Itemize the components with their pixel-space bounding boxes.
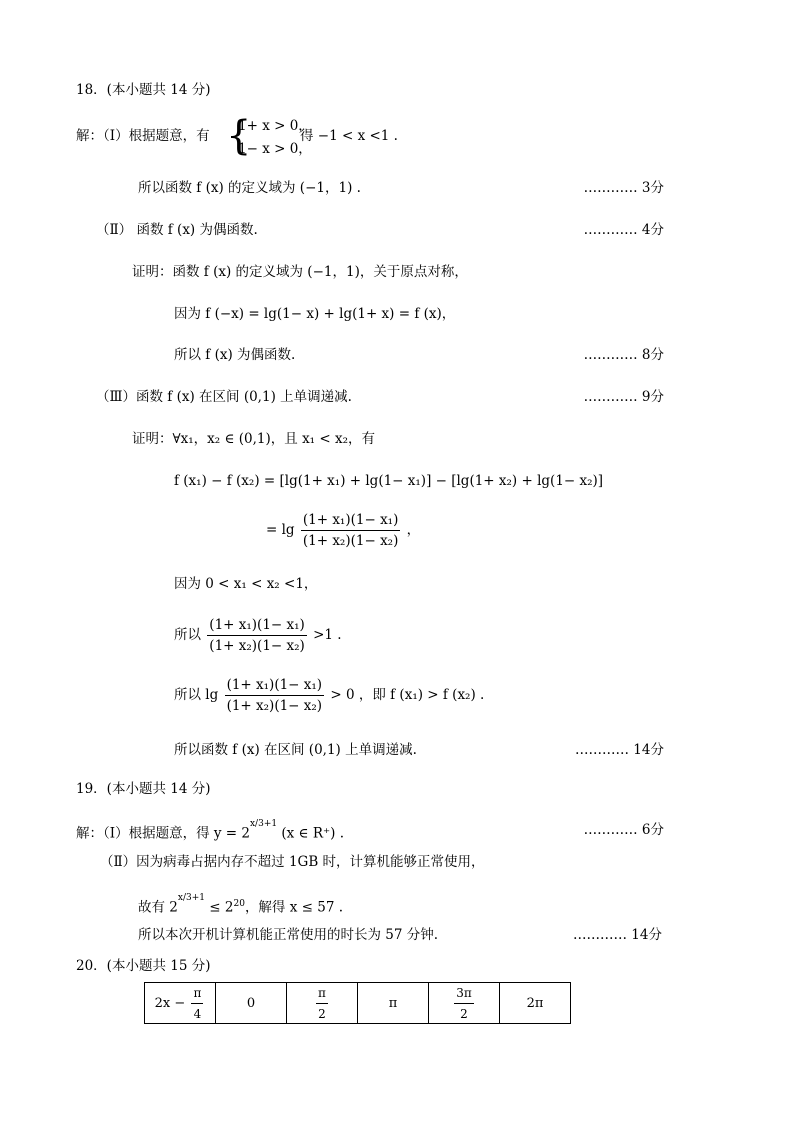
q20-table [144,982,571,1024]
q18-part3-so1 [174,616,342,655]
q19-part1-suffix: (x ∈ R⁺) . [277,825,344,842]
so2-prefix: 所以 lg [174,687,219,703]
fraction-numerator: π [191,984,203,1004]
q18-part2-claim-score: ………… 4分 [583,222,664,238]
q18-part2-claim: （Ⅱ） 函数 f (x) 为偶函数. [96,222,258,238]
q18-system-line2: 1− x > 0， [238,141,312,157]
fraction-denominator: 2 [460,1006,468,1021]
q18-part1-result: 得 −1 < x <1 . [300,128,398,144]
q18-part1-domain: 所以函数 f (x) 的定义域为 (−1，1) . [138,180,361,196]
q18-part1-intro: 解：（Ⅰ）根据题意，有 [76,128,210,144]
q18-part1-score: ………… 3分 [583,180,664,196]
fraction-numerator: π [316,984,328,1004]
fraction-denominator: (1+ x₂)(1− x₂) [209,638,305,654]
q19-part2-line2-exponent: x/3+1 [177,893,205,903]
so2-fraction [225,676,325,715]
fraction-denominator: 2 [318,1006,326,1021]
table-cell-3 [429,983,500,1024]
expression-fraction [191,984,203,1023]
q18-system-line1: 1+ x > 0， [238,118,312,134]
fraction-numerator: (1+ x₁)(1− x₁) [225,676,325,696]
expression-prefix: 2x − [154,995,186,1011]
q18-header: 18．(本小题共 14 分) [76,82,211,98]
q19-part2-score: ………… 14分 [573,927,662,943]
table-cell-0: 0 [216,983,287,1024]
table-cell-1 [287,983,358,1024]
q19-header: 19．(本小题共 14 分) [76,781,211,797]
table-cell-expression [145,983,216,1024]
q19-part1 [76,820,344,844]
fraction-denominator: (1+ x₂)(1− x₂) [302,533,399,549]
cell-fraction [316,984,328,1023]
q18-part2-proof1: 证明：函数 f (x) 的定义域为 (−1，1)，关于原点对称， [132,264,468,280]
table-cell-4: 2π [500,983,571,1024]
q18-part3-eq1: f (x₁) − f (x₂) = [lg(1+ x₁) + lg(1− x₁)] − [lg(1+ x₂) + lg(1− x₂)] [174,473,604,489]
eq2-prefix: = lg [266,522,295,538]
q19-part1-exponent: x/3+1 [249,819,278,829]
so1-suffix: >1 . [313,627,342,643]
eq2-suffix: ， [406,522,421,538]
so1-fraction [207,616,307,655]
cell-fraction [454,984,474,1023]
fraction-denominator: 4 [193,1006,202,1021]
fraction-numerator: (1+ x₁)(1− x₁) [301,511,401,531]
q19-part2-line2-exponent2: 20 [233,899,245,909]
q19-part2-line2-suffix: ，解得 x ≤ 57 . [244,899,343,916]
eq2-fraction [301,511,401,550]
q19-part2-line3: 所以本次开机计算机能正常使用的时长为 57 分钟. [138,927,439,943]
q18-part3-claim-score: ………… 9分 [583,389,664,405]
table-cell-2: π [358,983,429,1024]
q20-header: 20．(本小题共 15 分) [76,958,211,974]
q19-part2-line2 [138,894,343,918]
q19-part2-line1: （Ⅱ）因为病毒占据内存不超过 1GB 时，计算机能够正常使用， [100,854,485,870]
q18-part3-claim: （Ⅲ）函数 f (x) 在区间 (0,1) 上单调递减. [96,389,352,405]
q18-part3-eq2 [266,511,420,550]
q18-part2-proof2: 因为 f (−x) = lg(1− x) + lg(1+ x) = f (x)， [174,306,456,322]
q19-part2-line2-mid: ≤ 2 [205,899,234,916]
q18-part2-score: ………… 8分 [583,347,664,363]
q19-part1-score: ………… 6分 [583,822,664,838]
q18-part2-conclusion: 所以 f (x) 为偶函数. [174,347,296,363]
system-brace: { [226,113,252,159]
fraction-numerator: 3π [454,984,474,1004]
q18-part3-score: ………… 14分 [575,742,664,758]
q18-part3-proof1: 证明：∀x₁，x₂ ∈ (0,1)，且 x₁ < x₂，有 [132,431,376,447]
table-row [145,983,571,1024]
fraction-numerator: (1+ x₁)(1− x₁) [207,616,307,636]
q19-part1-prefix: 解：（Ⅰ）根据题意，得 y = 2 [76,825,250,842]
q19-part2-line2-prefix: 故有 2 [138,899,178,916]
q18-part3-conclusion: 所以函数 f (x) 在区间 (0,1) 上单调递减. [174,742,417,758]
so1-prefix: 所以 [174,627,201,643]
q18-part3-so2 [174,676,484,715]
fraction-denominator: (1+ x₂)(1− x₂) [226,698,323,714]
so2-suffix: > 0 ，即 f (x₁) > f (x₂) . [330,687,485,703]
q18-part3-because: 因为 0 < x₁ < x₂ <1， [174,576,318,592]
